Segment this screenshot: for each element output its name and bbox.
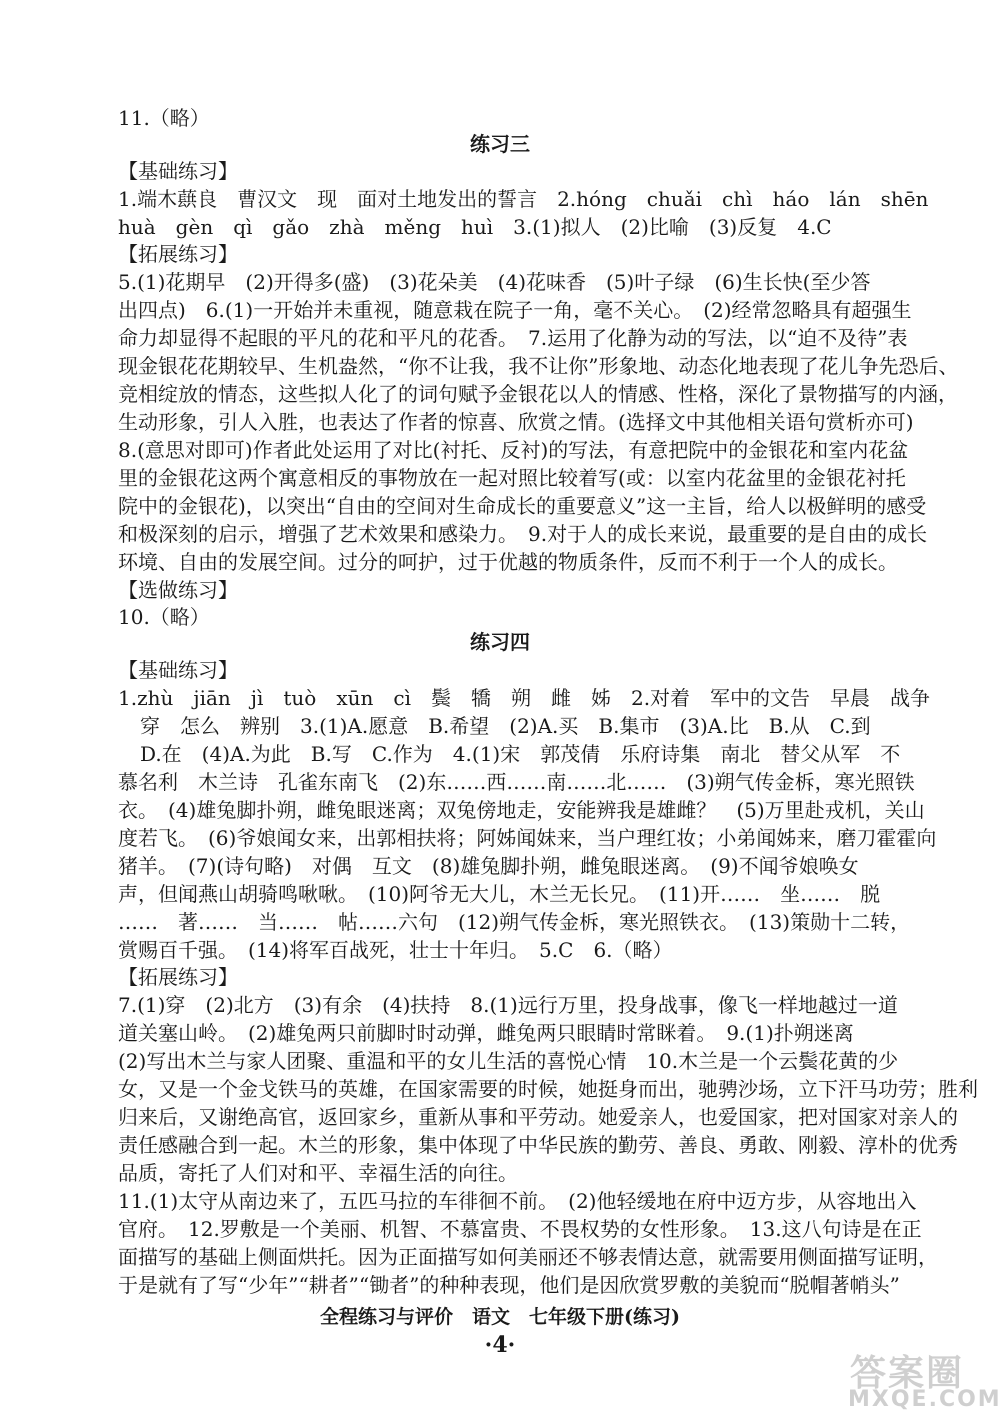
answer-line: 竞相绽放的情态，这些拟人化了的词句赋予金银花以人的情感、性格，深化了景物描写的内涵， <box>118 382 958 406</box>
answer-line: 出四点) 6.(1)一开始并未重视，随意栽在院子一角，毫不关心。 (2)经常忽略具有超强生 <box>118 298 912 322</box>
answer-line: 院中的金银花)，以突出“自由的空间对生命成长的重要意义”这一主旨，给人以极鲜明的感受 <box>118 494 927 518</box>
answer-line: 11.（略） <box>118 106 210 130</box>
footer-title: 全程练习与评价 语文 七年级下册(练习) <box>320 1306 680 1328</box>
answer-line: 10.（略） <box>118 605 210 629</box>
answer-line: 品质，寄托了人们对和平、幸福生活的向往。 <box>118 1161 518 1185</box>
answer-line: 命力却显得不起眼的平凡的花和平凡的花香。 7.运用了化静为动的写法，以“迫不及待”表 <box>118 326 908 350</box>
answer-line: 7.(1)穿 (2)北方 (3)有余 (4)扶持 8.(1)远行万里，投身战事，像飞一样地越过一道 <box>118 993 898 1017</box>
section-heading-3: 练习三 <box>470 132 530 156</box>
answer-line: D.在 (4)A.为此 B.写 C.作为 4.(1)宋 郭茂倩 乐府诗集 南北 替父从军 不 <box>140 742 901 766</box>
watermark-domain: MXQE.COM <box>848 1387 1002 1412</box>
answer-line: 和极深刻的启示，增强了艺术效果和感染力。 9.对于人的成长来说，最重要的是自由的成长 <box>118 522 928 546</box>
watermark-logo <box>842 1345 1002 1417</box>
answer-line: 面描写的基础上侧面烘托。因为正面描写如何美丽还不够表情达意，就需要用侧面描写证明， <box>118 1245 938 1269</box>
answer-line: 女，又是一个金戈铁马的英雄，在国家需要的时候，她挺身而出，驰骋沙场，立下汗马功劳；胜利 <box>118 1077 978 1101</box>
answer-line: huà gèn qì gǎo zhà měng huì 3.(1)拟人 (2)比喻 (3)反复 4.C <box>118 215 832 239</box>
answer-line: 8.(意思对即可)作者此处运用了对比(衬托、反衬)的写法，有意把院中的金银花和室内花盆 <box>118 438 909 462</box>
answer-line: 道关塞山岭。 (2)雄兔两只前脚时时动弹，雌兔两只眼睛时常眯着。 9.(1)扑朔迷离 <box>118 1021 854 1045</box>
subsection-label: 【拓展练习】 <box>118 965 238 989</box>
answer-line: 穿 怎么 辨别 3.(1)A.愿意 B.希望 (2)A.买 B.集市 (3)A.比 B.从 C.到 <box>140 714 871 738</box>
page-number: ·4· <box>484 1332 516 1358</box>
subsection-label: 【拓展练习】 <box>118 242 238 266</box>
answer-line: 赏赐百千强。 (14)将军百战死，壮士十年归。 5.C 6.（略） <box>118 938 673 962</box>
answer-line: 衣。 (4)雄兔脚扑朔，雌兔眼迷离；双兔傍地走，安能辨我是雄雌？ (5)万里赴戎机，关山 <box>118 798 925 822</box>
subsection-label: 【选做练习】 <box>118 578 238 602</box>
section-heading-4: 练习四 <box>470 630 530 654</box>
answer-line: 1.端木蕻良 曹汉文 现 面对土地发出的誓言 2.hóng chuǎi chì háo lán shēn <box>118 187 929 211</box>
answer-line: 归来后，又谢绝高官，返回家乡，重新从事和平劳动。她爱亲人，也爱国家，把对国家对亲人的 <box>118 1105 958 1129</box>
answer-line: 5.(1)花期早 (2)开得多(盛) (3)花朵美 (4)花味香 (5)叶子绿 (6)生长快(至少答 <box>118 270 871 294</box>
answer-line: 环境、自由的发展空间。过分的呵护，过于优越的物质条件，反而不利于一个人的成长。 <box>118 550 898 574</box>
answer-line: 度若飞。 (6)爷娘闻女来，出郭相扶将；阿姊闻妹来，当户理红妆；小弟闻姊来，磨刀霍霍向 <box>118 826 937 850</box>
answer-line: 生动形象，引人入胜，也表达了作者的惊喜、欣赏之情。(选择文中其他相关语句赏析亦可) <box>118 410 914 434</box>
answer-line: 官府。 12.罗敷是一个美丽、机智、不慕富贵、不畏权势的女性形象。 13.这八句诗是在正 <box>118 1217 922 1241</box>
answer-line: 责任感融合到一起。木兰的形象，集中体现了中华民族的勤劳、善良、勇敢、刚毅、淳朴的优秀 <box>118 1133 958 1157</box>
answer-line: (2)写出木兰与家人团聚、重温和平的女儿生活的喜悦心情 10.木兰是一个云鬓花黄的少 <box>118 1049 899 1073</box>
watermark-title: 答案圈 <box>850 1353 965 1394</box>
answer-line: 猪羊。 (7)(诗句略) 对偶 互文 (8)雄兔脚扑朔，雌兔眼迷离。 (9)不闻爷娘唤女 <box>118 854 859 878</box>
subsection-label: 【基础练习】 <box>118 658 238 682</box>
subsection-label: 【基础练习】 <box>118 159 238 183</box>
answer-line: 于是就有了写“少年”“耕者”“锄者”的种种表现，他们是因欣赏罗敷的美貌而“脱帽著帩头” <box>118 1273 900 1297</box>
answer-line: 声，但闻燕山胡骑鸣啾啾。 (10)阿爷无大儿，木兰无长兄。 (11)开…… 坐…… 脱 <box>118 882 881 906</box>
answer-line: 现金银花花期较早、生机盎然，“你不让我，我不让你”形象地、动态化地表现了花儿争先恐后、 <box>118 354 959 378</box>
answer-line: 里的金银花这两个寓意相反的事物放在一起对照比较着写(或：以室内花盆里的金银花衬托 <box>118 466 906 490</box>
answer-line: …… 著…… 当…… 帖……六句 (12)朔气传金柝，寒光照铁衣。 (13)策勋十二转， <box>118 910 911 934</box>
answer-line: 11.(1)太守从南边来了，五匹马拉的车徘徊不前。 (2)他轻缓地在府中迈方步，从容地出入 <box>118 1189 917 1213</box>
answer-line: 慕名利 木兰诗 孔雀东南飞 (2)东……西……南……北…… (3)朔气传金柝，寒光照铁 <box>118 770 915 794</box>
answer-line: 1.zhù jiān jì tuò xūn cì 鬓 犞 朔 雌 姊 2.对着 军中的文告 早晨 战争 <box>118 686 931 710</box>
